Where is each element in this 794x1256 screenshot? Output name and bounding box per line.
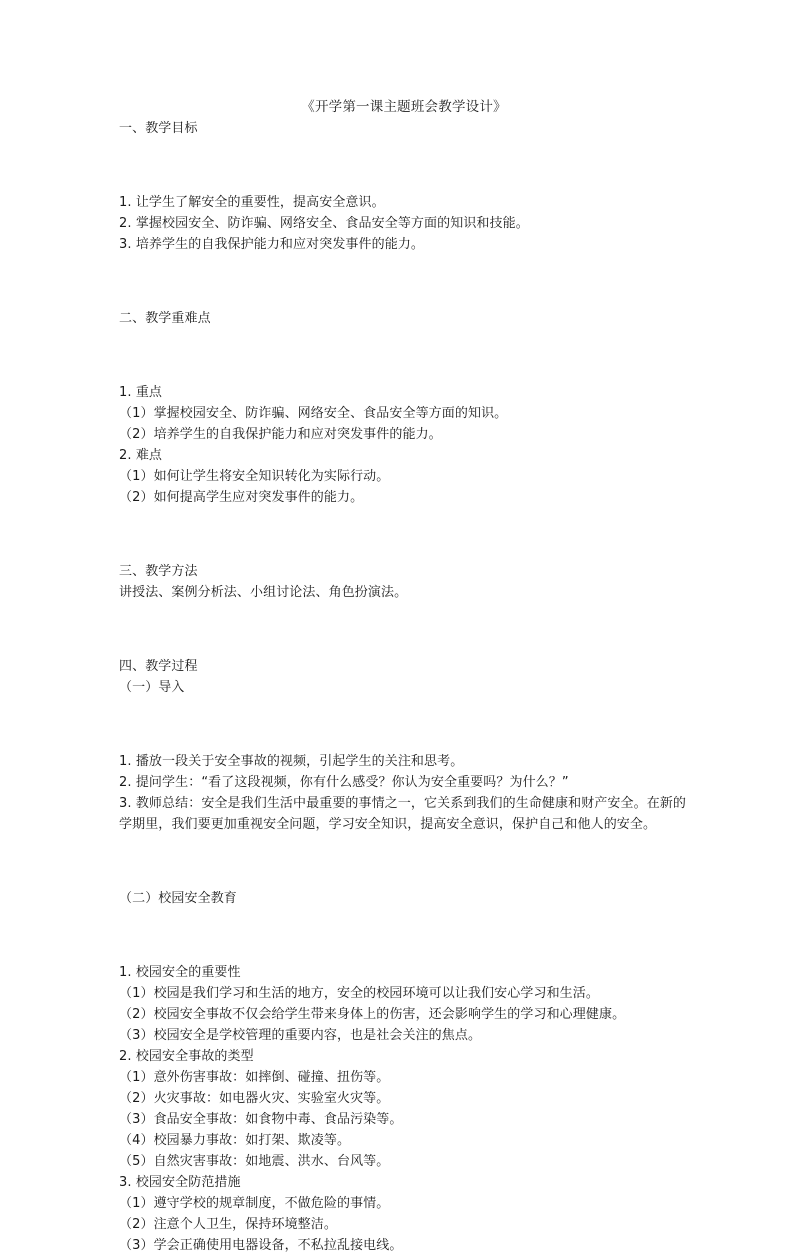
- text-line: 2. 掌握校园安全、防诈骗、网络安全、食品安全等方面的知识和技能。: [119, 216, 529, 231]
- text-line: 1. 让学生了解安全的重要性，提高安全意识。: [119, 195, 385, 210]
- text-line: 2. 提问学生：“看了这段视频，你有什么感受？你认为安全重要吗？为什么？”: [119, 775, 569, 790]
- text-line: 一、教学目标: [119, 121, 198, 136]
- text-line: 讲授法、案例分析法、小组讨论法、角色扮演法。: [119, 585, 408, 600]
- text-line: （2）培养学生的自我保护能力和应对突发事件的能力。: [119, 427, 442, 442]
- blank-line: [119, 925, 689, 946]
- text-line: （2）如何提高学生应对突发事件的能力。: [119, 490, 364, 505]
- text-line: （3）食品安全事故：如食物中毒、食品污染等。: [119, 1112, 403, 1127]
- blank-line: [119, 524, 689, 545]
- text-line: 2. 校园安全事故的类型: [119, 1049, 254, 1064]
- text-line: （3）校园安全是学校管理的重要内容，也是社会关注的焦点。: [119, 1028, 482, 1043]
- text-line: （1）遵守学校的规章制度，不做危险的事情。: [119, 1196, 390, 1211]
- text-line: （4）校园暴力事故：如打架、欺凌等。: [119, 1133, 351, 1148]
- text-line: （二）校园安全教育: [119, 891, 237, 906]
- text-line: （3）学会正确使用电器设备，不私拉乱接电线。: [119, 1238, 403, 1253]
- text-line: （2）注意个人卫生，保持环境整洁。: [119, 1217, 337, 1232]
- text-line: （2）火灾事故：如电器火灾、实验室火灾等。: [119, 1091, 390, 1106]
- blank-line: [119, 714, 689, 735]
- text-line: 1. 重点: [119, 385, 163, 400]
- blank-line: [119, 155, 689, 176]
- text-line: （一）导入: [119, 680, 185, 695]
- blank-line: [119, 345, 689, 366]
- text-line: （1）校园是我们学习和生活的地方，安全的校园环境可以让我们安心学习和生活。: [119, 986, 599, 1001]
- blank-line: [119, 851, 689, 872]
- text-line: 3. 校园安全防范措施: [119, 1175, 241, 1190]
- text-line: 1. 校园安全的重要性: [119, 965, 241, 980]
- text-line: 3. 培养学生的自我保护能力和应对突发事件的能力。: [119, 237, 425, 252]
- text-line: （2）校园安全事故不仅会给学生带来身体上的伤害，还会影响学生的学习和心理健康。: [119, 1007, 626, 1022]
- document-lines: [119, 118, 689, 1256]
- text-line: 二、教学重难点: [119, 311, 211, 326]
- text-line: （5）自然灾害事故：如地震、洪水、台风等。: [119, 1154, 390, 1169]
- text-line: 1. 播放一段关于安全事故的视频，引起学生的关注和思考。: [119, 754, 464, 769]
- document-body: [119, 97, 689, 1256]
- text-line: （1）意外伤害事故：如摔倒、碰撞、扭伤等。: [119, 1070, 390, 1085]
- text-line: 2. 难点: [119, 448, 163, 463]
- blank-line: [119, 271, 689, 292]
- blank-line: [119, 619, 689, 640]
- text-line: 三、教学方法: [119, 564, 198, 579]
- text-line: （1）如何让学生将安全知识转化为实际行动。: [119, 469, 390, 484]
- text-line: （1）掌握校园安全、防诈骗、网络安全、食品安全等方面的知识。: [119, 406, 508, 421]
- document-title: 《开学第一课主题班会教学设计》: [301, 99, 507, 115]
- text-line: 四、教学过程: [119, 659, 198, 674]
- text-line: 3. 教师总结：安全是我们生活中最重要的事情之一，它关系到我们的生命健康和财产安全。在新的学期里，我们要更加重视安全问题，学习安全知识，提高安全意识，保护自己和他人的安全。: [119, 796, 687, 832]
